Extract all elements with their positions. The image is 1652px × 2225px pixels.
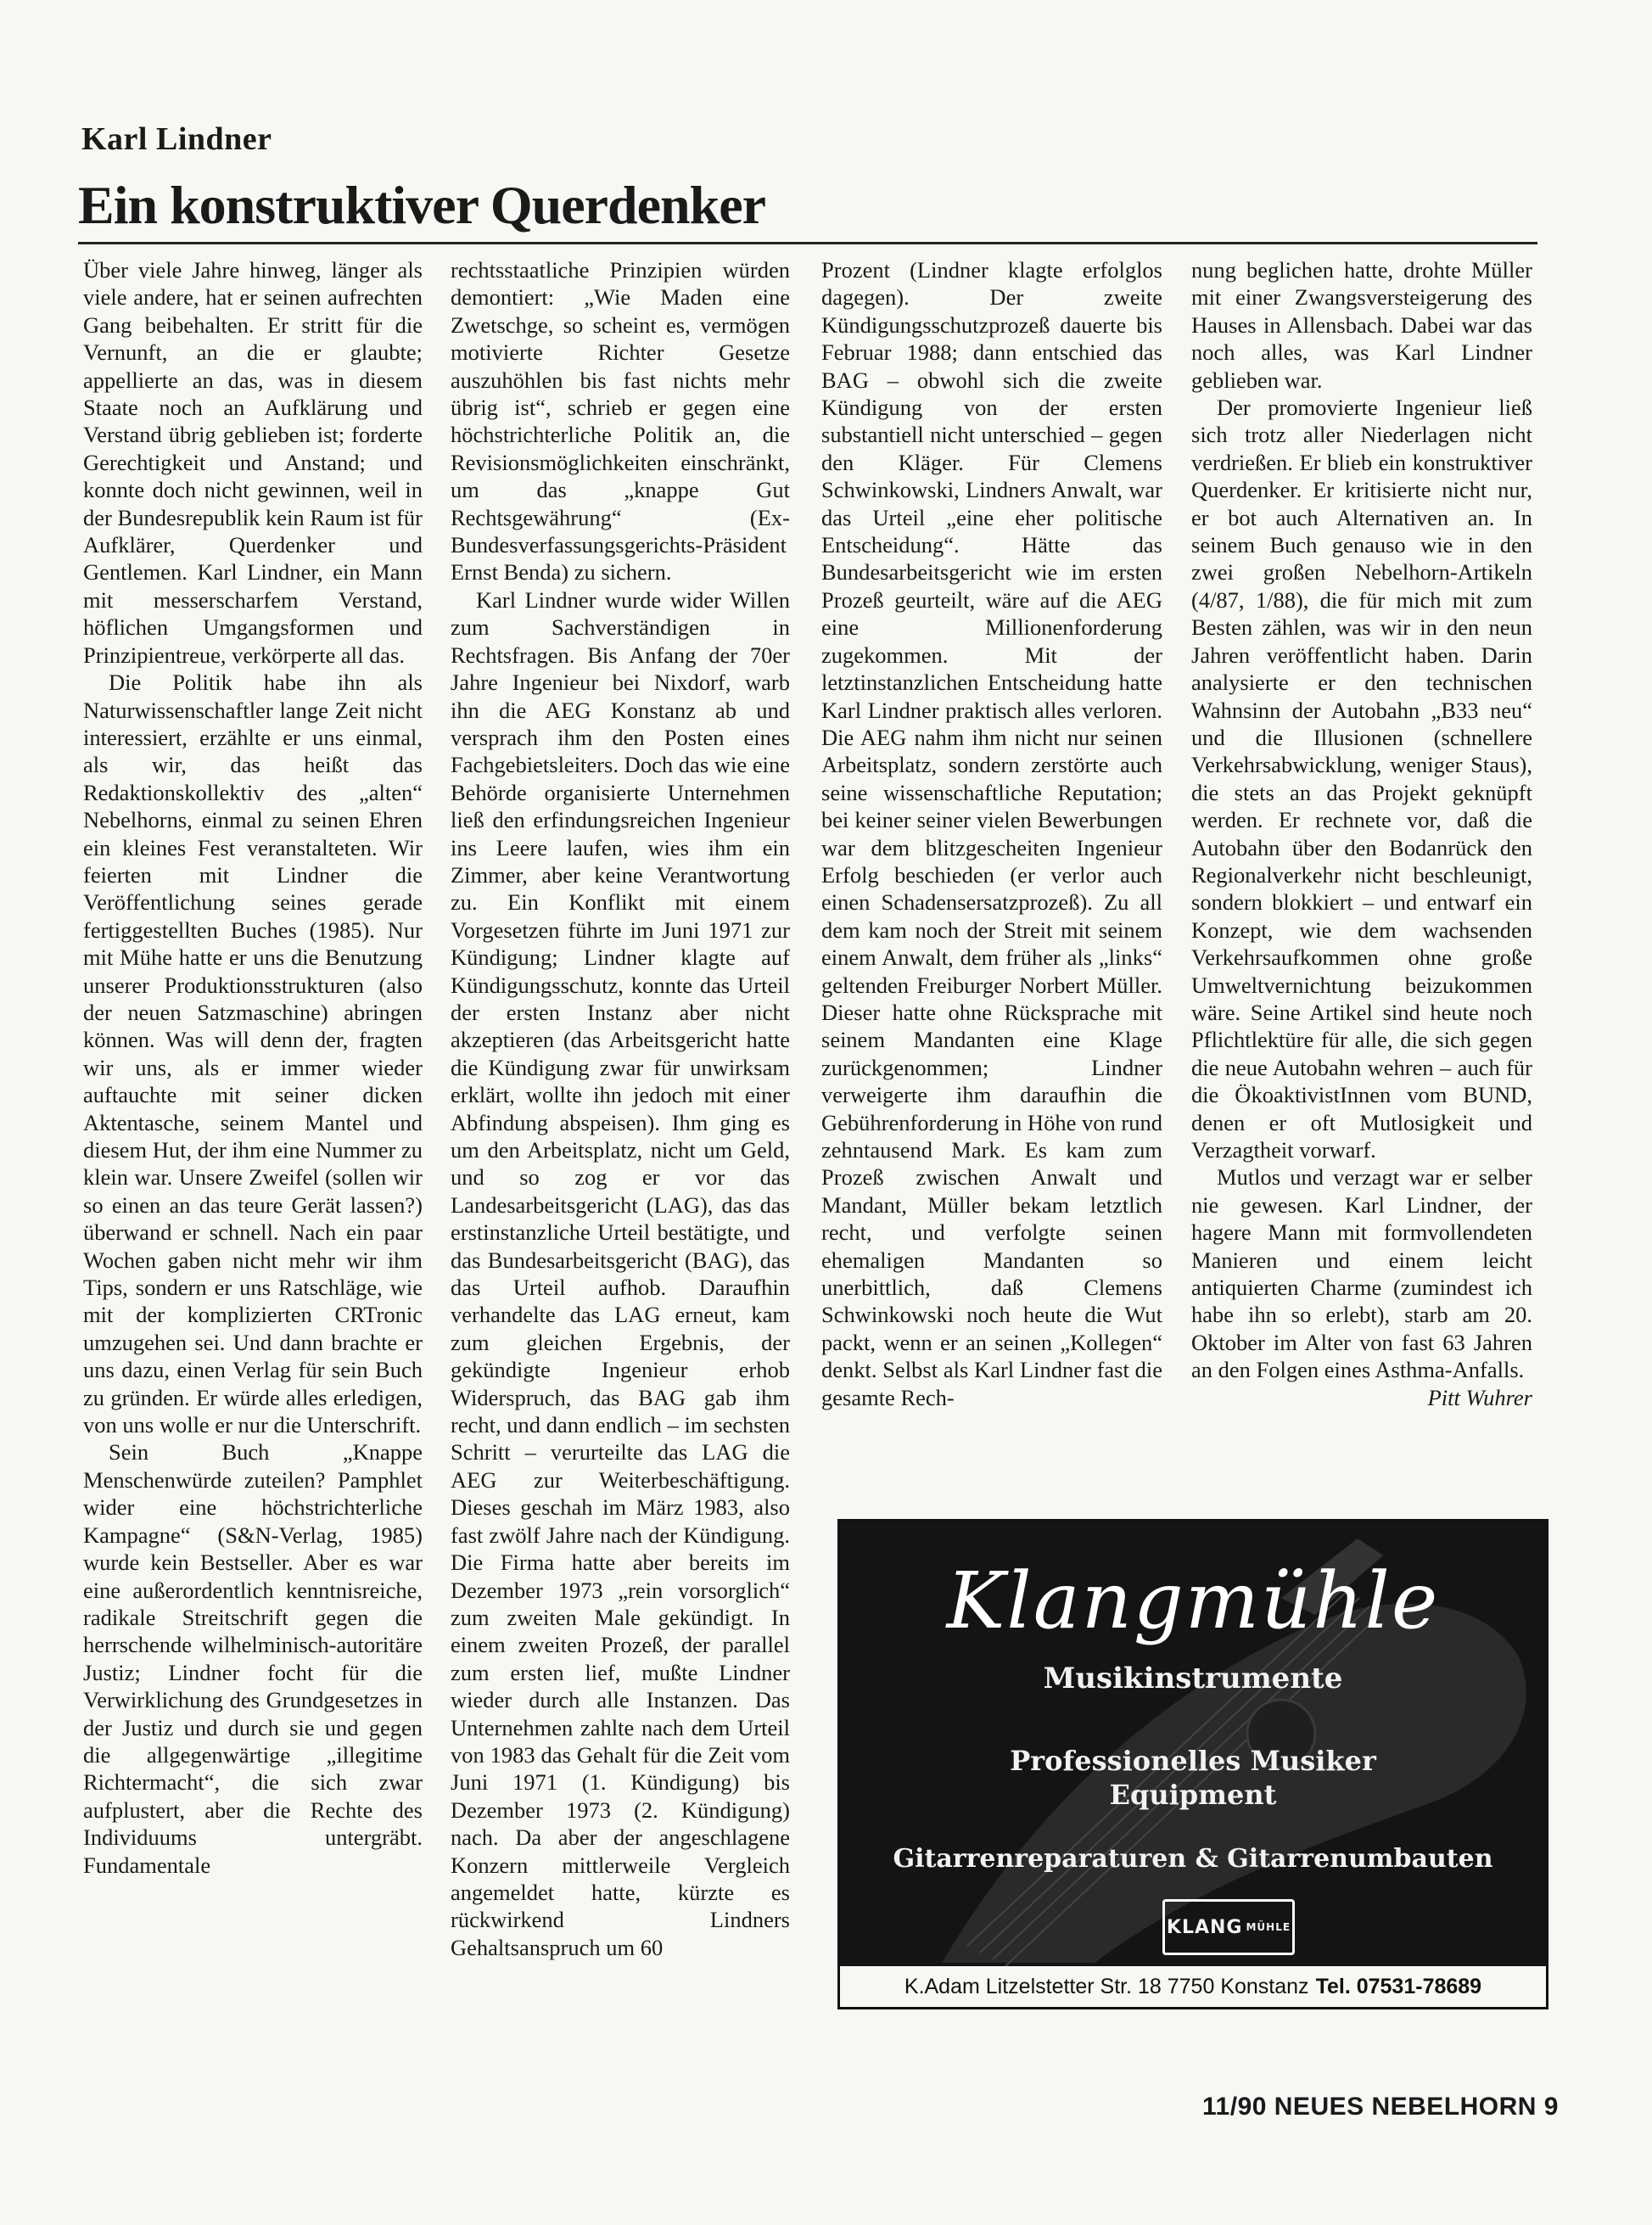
paragraph: Über viele Jahre hinweg, länger als viele andere, hat er seinen aufrechten Gang beibehalten. Er stritt für die Vernunft, an die er glaubte; appellierte an das, was in diesem Staate noch an Aufklärung und Verstand übrig geblieben ist; forderte Gerechtigkeit und Anstand; und konnte doch nicht gewinnen, weil in der Bundesrepublik kein Raum ist für Aufklärer, Querdenker und Gentlemen. Karl Lindner, ein Mann mit messerscharfem Verstand, höflichen Umgangsformen und Prinzipientreue, verkörperte all das. bbox=[83, 257, 423, 668]
paragraph: Karl Lindner wurde wider Willen zum Sachverständigen in Rechtsfragen. Bis Anfang der 70er Jahre Ingenieur bei Nixdorf, warb ihn die AEG Konstanz ab und versprach ihm den Posten eines Fachgebietsleiters. Doch das wie eine Behörde organisierte Unternehmen ließ den erfindungsreichen Ingenieur ins Leere laufen, wies ihm ein Zimmer, aber keine Verantwortung zu. Ein Konflikt mit einem Vorgesetzen führte im Juni 1971 zur Kündigung; Lindner klagte auf Kündigungsschutz, konnte das Urteil der ersten Instanz aber nicht akzeptieren (das Arbeitsgericht hatte die Kündigung zwar für unwirksam erklärt, wollte ihn jedoch mit einer Abfindung abspeisen). Ihm ging es um den Arbeitsplatz, nicht um Geld, und so zog er vor das Landesarbeitsgericht (LAG), das das erstinstanzliche Urteil bestätigte, und das Bundesarbeitsgericht (BAG), das das Urteil aufhob. Daraufhin verhandelte das LAG erneut, kam zum gleichen Ergebnis, der gekündigte Ingenieur erhob Widerspruch, das BAG gab ihm recht, und dann endlich – im sechsten Schritt – verurteilte das LAG die AEG zur Weiterbeschäftigung. Dieses geschah im März 1983, also fast zwölf Jahre nach der Kündigung. Die Firma hatte aber bereits im Dezember 1973 „rein vorsorglich“ zum zweiten Male gekündigt. In einem zweiten Prozeß, der parallel zum ersten lief, mußte Lindner wieder durch alle Instanzen. Das Unternehmen zahlte nach dem Urteil von 1983 das Gehalt für die Zeit vom Juni 1971 (1. Kündigung) bis Dezember 1973 (2. Kündigung) nach. Da aber der angeschlagene Konzern mittlerweile Vergleich angemeldet hatte, kürzte es rückwirkend Lindners Gehaltsanspruch um 60 bbox=[451, 586, 790, 1960]
author-name: Karl Lindner bbox=[81, 121, 272, 157]
ad-logo-text: KLANG bbox=[1166, 1916, 1243, 1938]
page-footer: 11/90 NEUES NEBELHORN 9 bbox=[1202, 2093, 1559, 2121]
article-column-3 bbox=[821, 256, 1162, 1411]
article-headline: Ein konstruktiver Querdenker bbox=[78, 175, 765, 235]
paragraph bbox=[1191, 1163, 1532, 1410]
paragraph: rechtsstaatliche Prinzipien würden demontiert: „Wie Maden eine Zwetschge, so scheint es, vermögen motivierte Richter Gesetze auszuhöhlen bis fast nichts mehr übrig ist“, schrieb er gegen eine höchstrichterliche Politik an, die Revisionsmöglichkeiten einschränkt, um das „knappe Gut Rechtsgewährung“ (Ex-Bundesverfassungsgerichts-Präsident Ernst Benda) zu sichern. bbox=[451, 257, 790, 586]
author-signature: Pitt Wuhrer bbox=[1427, 1384, 1532, 1410]
paragraph: Sein Buch „Knappe Menschenwürde zuteilen? Pamphlet wider eine höchstrichterliche Kampagne“ (S&N-Verlag, 1985) wurde kein Bestseller. Aber es war eine außerordentlich kenntnisreiche, radikale Streitschrift gegen die herrschende wilhelminisch-autoritäre Justiz; Lindner focht für die Verwirklichung des Grundgesetzes in der Justiz und durch sie und gegen die allgegenwärtige „illegitime Richtermacht“, die sich zwar aufplustert, aber die Rechte des Individuums untergräbt. Fundamentale bbox=[83, 1439, 423, 1878]
paragraph: Der promovierte Ingenieur ließ sich trotz aller Niederlagen nicht verdrießen. Er blieb ein konstruktiver Querdenker. Er kritisierte nicht nur, er bot auch Alternativen an. In seinem Buch genauso wie in den zwei großen Nebelhorn-Artikeln (4/87, 1/88), die für mich mit zum Besten zählen, was wir in den neun Jahren veröffentlicht haben. Darin analysierte er den technischen Wahnsinn der Autobahn „B33 neu“ und die Illusionen (schnellere Verkehrsabwicklung, weniger Staus), die stets an das Projekt geknüpft werden. Er rechnete vor, daß die Autobahn über den Bodanrück den Regionalverkehr nicht beschleunigt, sondern blokkiert – und entwarf ein Konzept, wie dem wachsenden Verkehrsaufkommen ohne große Umweltvernichtung beizukommen wäre. Seine Artikel sind heute noch Pflichtlektüre für alle, die sich gegen die neue Autobahn wehren – auch für die ÖkoaktivistInnen vom BUND, denen er oft Mutlosigkeit und Verzagtheit vorwarf. bbox=[1191, 395, 1532, 1163]
ad-phone: Tel. 07531-78689 bbox=[1315, 1974, 1482, 1998]
ad-equipment-line bbox=[840, 1744, 1546, 1812]
paragraph: Die Politik habe ihn als Naturwissenschaftler lange Zeit nicht interessiert, erzählte er uns einmal, als wir, das heißt das Redaktionskollektiv des „alten“ Nebelhorns, einmal zu seinen Ehren ein kleines Fest veranstalteten. Wir feierten mit Lindner die Veröffentlichung seines gerade fertiggestellten Buches (1985). Nur mit Mühe hatte er uns die Benutzung unserer Produktionsstrukturen (also der neuen Satzmaschine) abringen können. Was will denn der, fragten wir uns, als er immer wieder auftauchte mit seiner dicken Aktentasche, seinem Mantel und diesem Hut, der ihm eine Nummer zu klein war. Unsere Zweifel (sollen wir so einen an das teure Gerät lassen?) überwand er schnell. Nach ein paar Wochen gaben nicht mehr wir ihm Tips, sondern er uns Ratschläge, wie mit der komplizierten CRTronic umzugehen sei. Und dann brachte er uns dazu, einen Verlag für sein Buch zu gründen. Er würde alles erledigen, von uns wolle er nur die Unterschrift. bbox=[83, 670, 423, 1438]
ad-logo bbox=[1162, 1899, 1295, 1955]
headline-rule bbox=[78, 242, 1537, 244]
ad-equipment-line-2: Equipment bbox=[1109, 1779, 1277, 1811]
paragraph: nung beglichen hatte, drohte Müller mit einer Zwangsversteigerung des Hauses in Allensbach. Dabei war das noch alles, was Karl Lindner geblieben war. bbox=[1191, 257, 1532, 393]
ad-equipment-line-1: Professionelles Musiker bbox=[1010, 1745, 1376, 1777]
paragraph-text: Mutlos und verzagt war er selber nie gewesen. Karl Lindner, der hagere Mann mit formvollendeten Manieren und einem leicht antiquierten Charme (zumindest ich habe ihn so erlebt), starb am 20. Oktober im Alter von fast 63 Jahren an den Folgen eines Asthma-Anfalls. bbox=[1191, 1164, 1532, 1383]
article-column-2 bbox=[451, 256, 790, 1961]
ad-brand-name: Klangmühle bbox=[946, 1555, 1440, 1646]
ad-address: K.Adam Litzelstetter Str. 18 7750 Konstanz bbox=[904, 1974, 1309, 1998]
ad-services-line: Gitarrenreparaturen & Gitarrenumbauten bbox=[893, 1844, 1493, 1874]
ad-logo-subtext: MÜHLE bbox=[1246, 1921, 1291, 1933]
paragraph: Prozent (Lindner klagte erfolglos dagegen). Der zweite Kündigungsschutzprozeß dauerte bis Februar 1988; dann entschied das BAG – obwohl sich die zweite Kündigung von der ersten substantiell nicht unterschied – gegen den Kläger. Für Clemens Schwinkowski, Lindners Anwalt, war das Urteil „eine eher politische Entscheidung“. Hätte das Bundesarbeitsgericht wie im ersten Prozeß geurteilt, wäre auf die AEG eine Millionenforderung zugekommen. Mit der letztinstanzlichen Entscheidung hatte Karl Lindner praktisch alles verloren. Die AEG nahm ihm nicht nur seinen Arbeitsplatz, sondern zerstörte auch seine wissenschaftliche Reputation; bei keiner seiner vielen Bewerbungen war dem blitzgescheiten Ingenieur Erfolg beschieden (er verlor auch einen Schadensersatzprozeß). Zu all dem kam noch der Streit mit seinem einem Anwalt, dem früher als „links“ geltenden Freiburger Norbert Müller. Dieser hatte ohne Rücksprache mit seinem Mandanten eine Klage zurückgenommen; Lindner verweigerte ihm daraufhin die Gebührenforderung in Höhe von rund zehntausend Mark. Es kam zum Prozeß zwischen Anwalt und Mandant, Müller bekam letztlich recht, und verfolgte seinen ehemaligen Mandanten so unerbittlich, daß Clemens Schwinkowski noch heute die Wut packt, wenn er an seinen „Kollegen“ denkt. Selbst als Karl Lindner fast die gesamte Rech- bbox=[821, 257, 1162, 1410]
article-column-1 bbox=[83, 256, 423, 1879]
advertisement bbox=[837, 1519, 1548, 2009]
ad-tagline: Musikinstrumente bbox=[1043, 1662, 1343, 1695]
article-column-4 bbox=[1191, 256, 1532, 1411]
ad-contact-line bbox=[840, 1966, 1546, 2007]
